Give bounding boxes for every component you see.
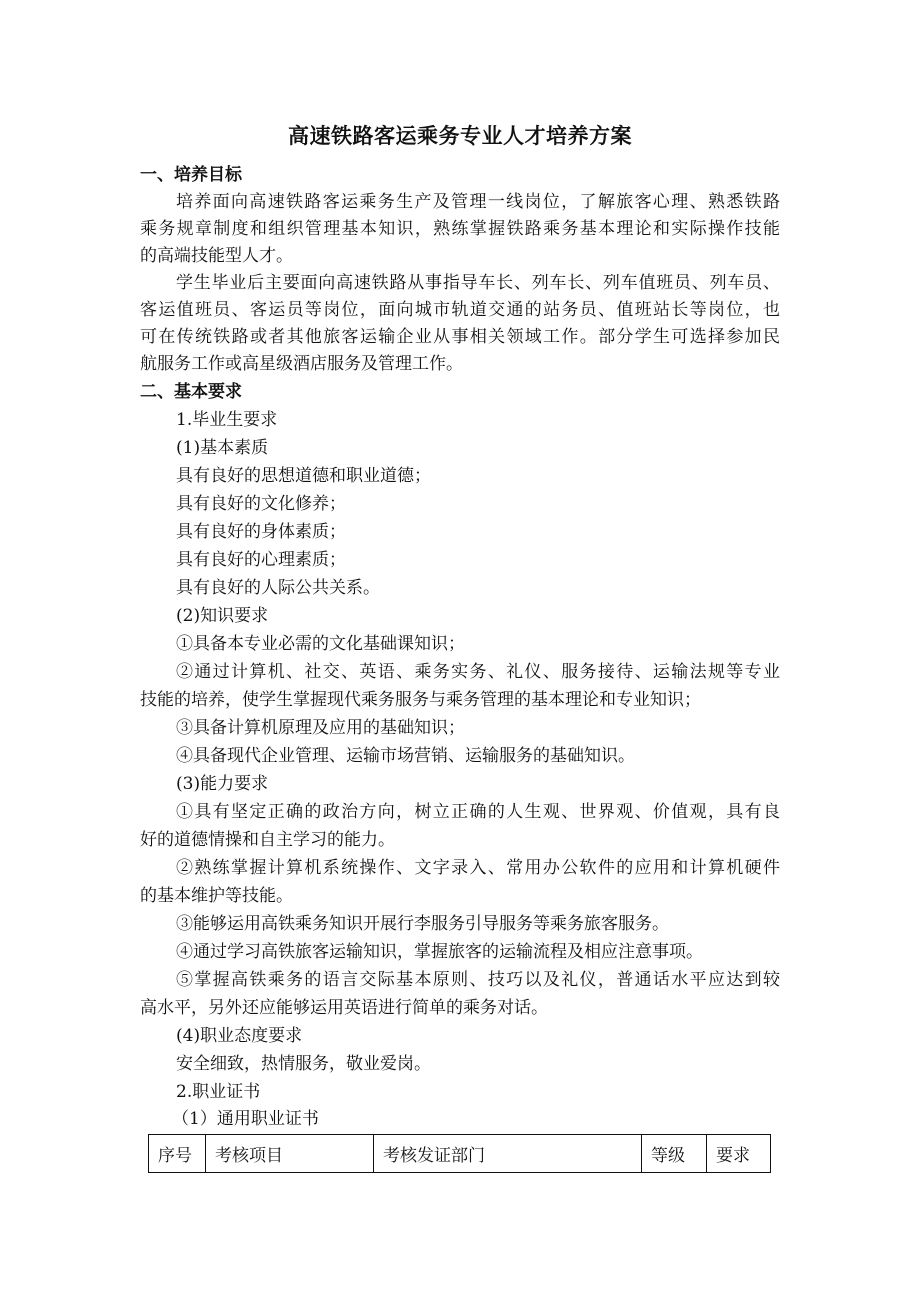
table-header-cell: 要求 <box>707 1135 771 1173</box>
list-item: (1)基本素质 <box>176 438 269 458</box>
document-title: 高速铁路客运乘务专业人才培养方案 <box>288 124 632 148</box>
list-item: ③具备计算机原理及应用的基础知识； <box>176 718 465 738</box>
list-item: 1.毕业生要求 <box>176 410 278 430</box>
table-header-cell: 序号 <box>149 1135 206 1173</box>
table-header-cell: 等级 <box>642 1135 707 1173</box>
paragraph-line: 学生毕业后主要面向高速铁路从事指导车长、列车长、列车值班员、列车员、 <box>176 273 780 293</box>
paragraph-line: 乘务规章制度和组织管理基本知识，熟练掌握铁路乘务基本理论和实际操作技能 <box>140 219 780 239</box>
section-heading-goals: 一、培养目标 <box>140 165 242 185</box>
list-item: 高水平，另外还应能够运用英语进行简单的乘务对话。 <box>140 998 548 1018</box>
list-item: 安全细致，热情服务，敬业爱岗。 <box>176 1054 431 1074</box>
list-item: 具有良好的身体素质； <box>176 522 346 542</box>
list-item: ④具备现代企业管理、运输市场营销、运输服务的基础知识。 <box>176 746 635 766</box>
list-item: 具有良好的心理素质； <box>176 550 346 570</box>
section-heading-requirements: 二、基本要求 <box>140 382 242 402</box>
paragraph-line: 可在传统铁路或者其他旅客运输企业从事相关领域工作。部分学生可选择参加民 <box>140 327 780 347</box>
list-item: （1）通用职业证书 <box>172 1109 319 1129</box>
list-item: (2)知识要求 <box>176 606 269 626</box>
list-item: (4)职业态度要求 <box>176 1026 303 1046</box>
table-header-cell: 考核发证部门 <box>374 1135 642 1173</box>
list-item: ④通过学习高铁旅客运输知识，掌握旅客的运输流程及相应注意事项。 <box>176 942 703 962</box>
list-item: ②熟练掌握计算机系统操作、文字录入、常用办公软件的应用和计算机硬件 <box>176 858 780 878</box>
list-item: 的基本维护等技能。 <box>140 886 293 906</box>
paragraph-line: 培养面向高速铁路客运乘务生产及管理一线岗位，了解旅客心理、熟悉铁路 <box>176 192 780 212</box>
list-item: ①具备本专业必需的文化基础课知识； <box>176 634 465 654</box>
list-item: ②通过计算机、社交、英语、乘务实务、礼仪、服务接待、运输法规等专业 <box>176 662 780 682</box>
list-item: 具有良好的思想道德和职业道德； <box>176 466 431 486</box>
table-header-row <box>149 1135 771 1173</box>
list-item: ③能够运用高铁乘务知识开展行李服务引导服务等乘务旅客服务。 <box>176 914 669 934</box>
list-item: ⑤掌握高铁乘务的语言交际基本原则、技巧以及礼仪，普通话水平应达到较 <box>176 970 780 990</box>
paragraph-line: 客运值班员、客运员等岗位，面向城市轨道交通的站务员、值班站长等岗位，也 <box>140 300 780 320</box>
certificate-table <box>148 1134 771 1173</box>
list-item: 具有良好的文化修养； <box>176 494 346 514</box>
list-item: (3)能力要求 <box>176 774 269 794</box>
list-item: 2.职业证书 <box>176 1082 261 1102</box>
paragraph-line: 的高端技能型人才。 <box>140 246 293 266</box>
list-item: 具有良好的人际公共关系。 <box>176 578 380 598</box>
list-item: 好的道德情操和自主学习的能力。 <box>140 830 395 850</box>
paragraph-line: 航服务工作或高星级酒店服务及管理工作。 <box>140 354 463 374</box>
list-item: ①具有坚定正确的政治方向，树立正确的人生观、世界观、价值观，具有良 <box>176 802 780 822</box>
table-header-cell: 考核项目 <box>206 1135 374 1173</box>
list-item: 技能的培养，使学生掌握现代乘务服务与乘务管理的基本理论和专业知识； <box>140 690 701 710</box>
